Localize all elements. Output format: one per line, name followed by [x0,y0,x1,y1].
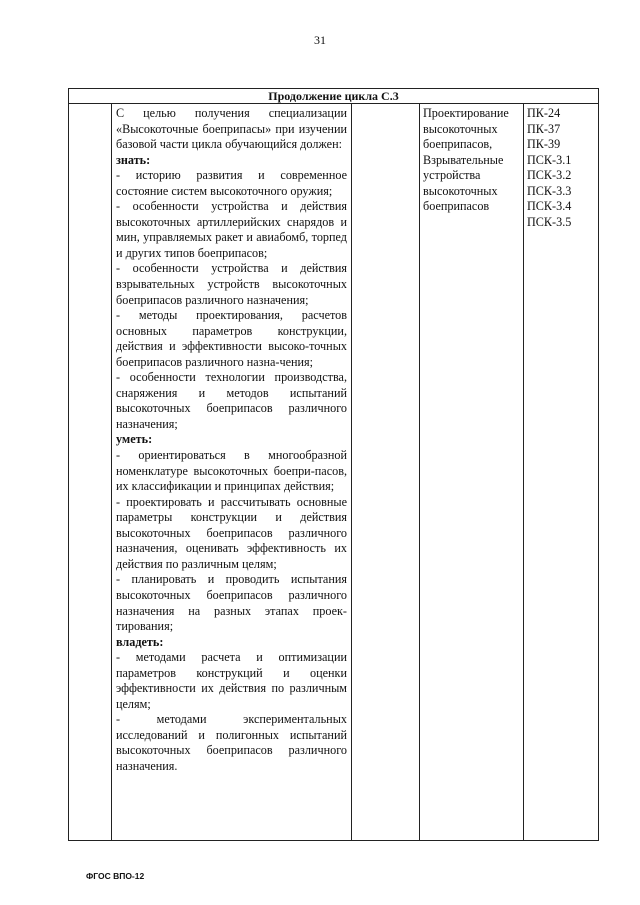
subject-line: высокоточных [423,183,498,198]
own-item: - методами экспериментальных исследований и полигонных испытаний высокоточных боеприпасов различного назначения. [116,712,347,773]
intro-text: С целью получения специализации «Высокоточные боеприпасы» при изучении базовой части цикла обучающийся должен: [116,106,347,152]
competence-code: ПК-37 [527,121,561,136]
know-item: - особенности устройства и действия высокоточных артиллерийских снарядов и мин, управляемых ракет и авиабомб, торпед и других типов боеприпасов; [116,199,347,260]
can-label: уметь: [116,432,153,447]
can-item: - проектировать и рассчитывать основные параметры конструкции и действия высокоточных боеприпасов различного назначения, оценивать эффективность их действия по различным целям; [116,494,347,571]
subject-line: боеприпасов, [423,137,493,152]
subject-line: устройства [423,168,481,183]
competence-code: ПСК-3.4 [527,199,572,214]
cycle-table [68,88,599,841]
subject-line: боеприпасов [423,199,490,214]
own-label: владеть: [116,634,164,649]
competence-code: ПСК-3.3 [527,183,572,198]
know-label: знать: [116,152,151,167]
competence-code: ПСК-3.1 [527,152,572,167]
competences-cell [524,104,599,841]
table-header-row [69,89,599,104]
subject-line: Проектирование [423,106,509,120]
know-item: - особенности технологии производства, снаряжения и методов испытаний высокоточных боеприпасов различного назначения; [116,370,347,431]
page-number: 31 [314,33,326,47]
subjects-cell [420,104,524,841]
know-item: - особенности устройства и действия взрывательных устройств высокоточных боеприпасов различного назначения; [116,261,347,307]
competence-code: ПСК-3.2 [527,168,572,183]
competence-code: ПК-39 [527,137,561,152]
can-item: - ориентироваться в многообразной номенклатуре высокоточных боепри-пасов, их классификации и принципах действия; [116,448,347,494]
content-cell [112,104,352,841]
subject-line: Взрывательные [423,152,504,167]
table-row [69,104,599,841]
can-item: - планировать и проводить испытания высокоточных боеприпасов различного назначения на разных этапах проек-тирования; [116,572,347,634]
footer-standard-label: ФГОС ВПО-12 [86,871,145,881]
know-item: - методы проектирования, расчетов основных параметров конструкции, действия и эффективности высоко-точных боеприпасов различного назна-чения; [116,308,347,369]
own-item: - методами расчета и оптимизации параметров конструкций и оценки эффективности их действия по различным целям; [116,650,347,711]
index-cell [69,104,112,841]
table-header: Продолжение цикла С.3 [69,89,599,104]
competence-code: ПК-24 [527,106,561,120]
subject-line: высокоточных [423,121,498,136]
credits-cell [352,104,420,841]
know-item: - историю развития и современное состояние систем высокоточного оружия; [116,168,347,198]
competence-code: ПСК-3.5 [527,214,572,229]
